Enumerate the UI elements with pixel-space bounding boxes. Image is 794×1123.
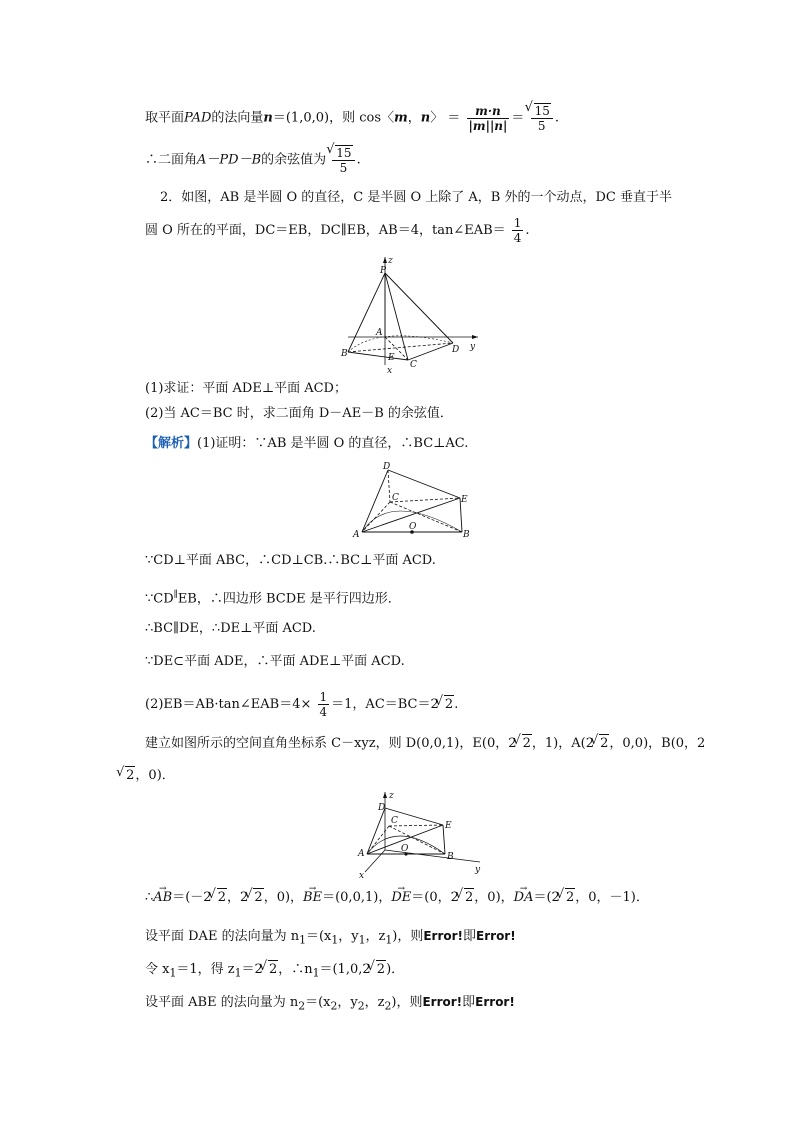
line-cosine-result xyxy=(145,145,361,175)
radicand: √ 2 xyxy=(268,960,278,979)
figure-coordinate-prism xyxy=(355,790,485,880)
fraction-one-quarter xyxy=(318,690,330,719)
vector-da-label: → DA xyxy=(514,889,534,907)
text: 即 xyxy=(463,929,477,944)
subscript: 1 xyxy=(358,933,366,947)
parallel-equal-symbol: ∥ xyxy=(173,590,178,600)
svg-text:E: E xyxy=(461,495,468,505)
text: EB，∴四边形 BCDE 是平行四边形． xyxy=(177,591,401,607)
error-placeholder: Error! xyxy=(423,929,464,943)
svg-text:A: A xyxy=(376,328,383,338)
svg-text:E: E xyxy=(445,821,452,831)
text: 令 x xyxy=(145,962,170,977)
svg-text:A: A xyxy=(353,530,360,540)
text: ，0)， xyxy=(474,890,514,905)
svg-text:x: x xyxy=(387,366,393,375)
svg-text:y: y xyxy=(475,865,481,875)
problem-2-statement-a: 2．如图，AB 是半圆 O 的直径，C 是半圆 O 上除了 A，B 外的一个动点，DC 垂直于半 xyxy=(160,190,672,205)
text: ＝1，得 z xyxy=(176,962,235,977)
fraction-one-quarter xyxy=(512,216,524,245)
step-4: ∵DE⊂平面 ADE，∴平面 ADE⊥平面 ACD. xyxy=(145,654,405,669)
svg-text:B: B xyxy=(341,349,348,359)
analysis-tag: 【解析】 xyxy=(145,436,198,451)
svg-text:E: E xyxy=(388,353,395,363)
radicand: √ 2 xyxy=(253,888,263,907)
svg-text:C: C xyxy=(410,360,417,370)
vector-de-label: → DE xyxy=(391,889,411,907)
text: ，∴n xyxy=(278,962,313,977)
vector-n: n xyxy=(420,110,431,126)
radicand: √ 15 xyxy=(335,145,352,160)
fraction-root15-over-5 xyxy=(531,103,553,133)
answer-start xyxy=(145,435,468,453)
numerator: m·n xyxy=(467,104,510,119)
text: 建立如图所示的空间直角坐标系 C－xyz，则 D(0,0,1)，E(0，2 xyxy=(145,736,517,751)
text: (1)证明：∵AB 是半圆 O 的直径，∴BC⊥AC. xyxy=(197,436,469,451)
svg-text:C: C xyxy=(392,493,399,503)
question-1: (1)求证：平面 ADE⊥平面 ACD； xyxy=(145,381,347,396)
radicand: √ 2 xyxy=(522,734,532,753)
text: 〉 ＝ xyxy=(430,110,461,126)
step-7 xyxy=(120,766,175,785)
vector-n: n xyxy=(263,110,273,126)
radicand: √ 2 xyxy=(599,734,609,753)
svg-text:O: O xyxy=(409,522,417,532)
subscript: 2 xyxy=(384,999,392,1013)
fraction-root15-over-5 xyxy=(332,145,354,175)
text: ，z xyxy=(364,995,385,1010)
denominator: 5 xyxy=(537,119,546,133)
svg-text:D: D xyxy=(378,803,386,813)
vector-be-label: → BE xyxy=(303,889,322,907)
vector-ab-label: → AB xyxy=(153,889,172,907)
text: ＝(1,0,2 xyxy=(319,962,371,977)
denominator: 4 xyxy=(319,705,328,719)
vector-m: m xyxy=(394,110,408,126)
svg-text:z: z xyxy=(389,791,394,801)
svg-text:D: D xyxy=(452,345,460,355)
text: ，0)． xyxy=(135,768,175,783)
text: ＝1，AC＝BC＝2 xyxy=(331,697,439,712)
question-2: (2)当 AC＝BC 时，求二面角 D－AE－B 的余弦值． xyxy=(145,406,453,421)
text: ＝(x xyxy=(305,929,332,944)
text: 的法向量 xyxy=(211,110,264,126)
svg-text:O: O xyxy=(401,844,409,854)
text: 圆 O 所在的平面，DC＝EB，DC∥EB，AB＝4，tan∠EAB＝ xyxy=(145,223,506,238)
text: ，2 xyxy=(227,890,249,905)
subscript: 2 xyxy=(357,999,365,1013)
text: ＝(x xyxy=(305,995,331,1010)
text: ，0)， xyxy=(263,890,304,905)
step-5 xyxy=(145,690,458,719)
normal-vector-dae xyxy=(145,927,516,950)
error-placeholder: Error! xyxy=(422,995,463,1009)
svg-text:B: B xyxy=(447,852,454,862)
radicand: √ 2 xyxy=(565,888,575,907)
text: . xyxy=(454,697,459,712)
text: A－PD－B xyxy=(197,152,262,168)
error-placeholder: Error! xyxy=(475,995,515,1009)
let-x1-line xyxy=(145,960,404,983)
text: ，y xyxy=(338,929,359,944)
text: ∵CD xyxy=(145,591,174,607)
text: )． xyxy=(386,962,405,977)
radicand: √ 2 xyxy=(125,766,135,785)
text: 即 xyxy=(462,995,476,1010)
text: . xyxy=(525,223,530,238)
text: ，z xyxy=(365,929,386,944)
text: (2)EB＝AB·tan∠EAB＝4× xyxy=(145,697,312,712)
subscript: 1 xyxy=(234,966,242,980)
figure-pyramid xyxy=(338,255,488,375)
subscript: 2 xyxy=(330,999,338,1013)
text: ＝(－2 xyxy=(172,890,212,905)
text: ＝2 xyxy=(241,962,263,977)
error-placeholder: Error! xyxy=(476,929,516,943)
text: ，0，－1)． xyxy=(575,890,649,905)
vectors-line: ∴→ AB＝(－2 √ 2，2 √ 2，0)，→ BE＝(0,0,1)，→ DE＝(0，2 √ 2，0)，→ DA＝(2 √ 2，0，－1)． xyxy=(145,888,649,907)
line-normal-vector-pad xyxy=(145,103,559,133)
text: ，0,0)，B(0，2 xyxy=(609,736,706,751)
text: ∴二面角 xyxy=(145,152,198,168)
text: ＝ xyxy=(511,110,525,126)
text: ＝(1,0,0)，则 cos〈 xyxy=(272,110,394,126)
fraction-dot-over-norms xyxy=(467,104,510,133)
text: 的余弦值为 xyxy=(261,152,327,168)
radicand: √ 2 xyxy=(444,695,454,714)
svg-text:B: B xyxy=(463,530,470,540)
text: 取平面 xyxy=(145,110,185,126)
text: PAD xyxy=(184,110,212,126)
step-6 xyxy=(145,734,705,753)
subscript: 1 xyxy=(299,933,306,947)
radicand: √ 15 xyxy=(534,103,551,118)
step-2 xyxy=(145,586,401,608)
problem-2-statement-b xyxy=(145,216,530,245)
step-3: ∴BC∥DE，∴DE⊥平面 ACD. xyxy=(145,621,316,636)
normal-vector-abe xyxy=(145,993,515,1016)
text: ＝(0，2 xyxy=(411,890,459,905)
subscript: 2 xyxy=(298,999,306,1013)
svg-text:A: A xyxy=(358,849,365,859)
text: ＝(0,0,1)， xyxy=(322,890,392,905)
text: ，1)，A(2 xyxy=(531,736,594,751)
text: . xyxy=(356,152,361,168)
numerator: 1 xyxy=(319,690,328,704)
denominator: |m||n| xyxy=(468,118,508,133)
step-1: ∵CD⊥平面 ABC，∴CD⊥CB.∴BC⊥平面 ACD. xyxy=(145,553,436,568)
radicand: √ 2 xyxy=(464,888,474,907)
text: 设平面 DAE 的法向量为 n xyxy=(145,929,300,944)
subscript: 1 xyxy=(385,933,393,947)
denominator: 5 xyxy=(339,161,348,175)
svg-text:C: C xyxy=(391,816,398,826)
text: ＝(2 xyxy=(533,890,560,905)
subscript: 1 xyxy=(312,966,320,980)
text: ，y xyxy=(337,995,358,1010)
svg-text:D: D xyxy=(383,462,391,472)
svg-text:P: P xyxy=(380,266,387,276)
subscript: 1 xyxy=(169,966,177,980)
text: )，则 xyxy=(391,995,423,1010)
numerator: 1 xyxy=(513,216,522,230)
figure-prism xyxy=(350,460,475,540)
text: . xyxy=(554,110,559,126)
radicand: √ 2 xyxy=(217,888,227,907)
text: 设平面 ABE 的法向量为 n xyxy=(145,995,299,1010)
text: )，则 xyxy=(392,929,424,944)
svg-text:y: y xyxy=(470,342,476,352)
svg-text:x: x xyxy=(359,871,365,880)
radicand: √ 2 xyxy=(376,960,386,979)
denominator: 4 xyxy=(513,231,522,245)
subscript: 1 xyxy=(331,933,339,947)
text: ， xyxy=(407,110,421,126)
svg-text:z: z xyxy=(388,256,393,266)
